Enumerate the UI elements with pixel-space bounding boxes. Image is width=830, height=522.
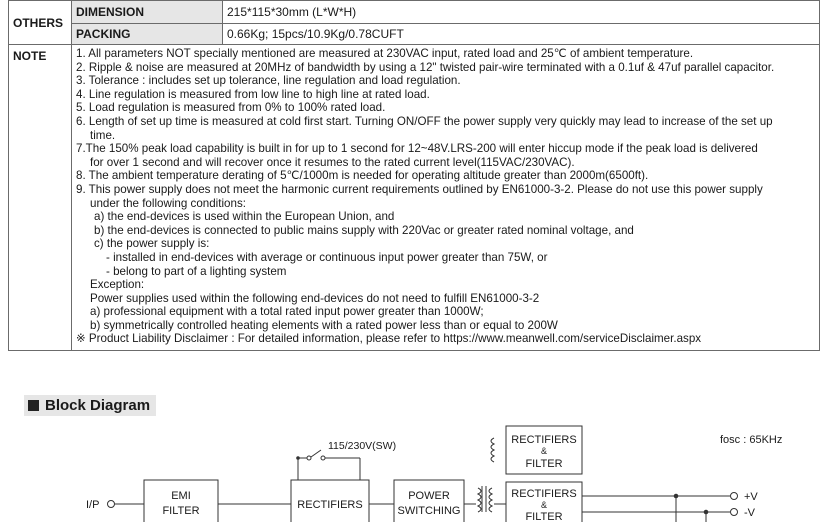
note-line: 3. Tolerance : includes set up tolerance, line regulation and load regulation. xyxy=(76,74,461,88)
aux-rectifiers-label: FILTER xyxy=(525,458,563,470)
block-diagram-title: Block Diagram xyxy=(45,397,151,414)
junction-dot xyxy=(674,494,679,499)
rectifiers-label: RECTIFIERS xyxy=(297,499,363,511)
note-line: 8. The ambient temperature derating of 5℃/1000m is needed for operating altitude greater than 2000m(6500ft). xyxy=(76,169,649,183)
note-line: Exception: xyxy=(90,278,145,292)
input-terminal xyxy=(108,501,115,508)
aux-rectifiers-label: & xyxy=(540,446,548,456)
others-section-label: OTHERS xyxy=(9,1,72,45)
note-line: c) the power supply is: xyxy=(94,237,210,251)
dimension-value: 215*115*30mm (L*W*H) xyxy=(223,1,820,24)
main-rectifiers-label: FILTER xyxy=(525,511,563,522)
note-line: for over 1 second and will recover once it resumes to the rated current level(115VAC/230VAC). xyxy=(90,155,575,169)
main-rectifiers-label: RECTIFIERS xyxy=(511,488,577,500)
switch-label: 115/230V(SW) xyxy=(328,440,397,452)
note-line: - installed in end-devices with average or continuous input power greater than 75W, or xyxy=(106,250,548,264)
output-positive-terminal xyxy=(731,493,738,500)
note-line: under the following conditions: xyxy=(90,196,246,210)
note-line: b) symmetrically controlled heating elements with a rated power less than or equal to 200W xyxy=(90,318,558,332)
switch-contact xyxy=(321,456,325,460)
disclaimer-line: ※ Product Liability Disclaimer : For detailed information, please refer to https://www.meanwell.com/serviceDisclaimer.aspx xyxy=(76,332,702,346)
junction-dot xyxy=(704,510,709,515)
note-line: b) the end-devices is connected to public mains supply with 220Vac or greater rated nominal voltage, and xyxy=(94,223,634,237)
note-section-label: NOTE xyxy=(9,45,72,351)
emi-filter-label: EMI xyxy=(171,490,191,502)
note-line: Power supplies used within the following end-devices do not need to fulfill EN61000-3-2 xyxy=(90,291,540,305)
main-rectifiers-label: & xyxy=(540,500,548,510)
aux-rectifiers-label: RECTIFIERS xyxy=(511,434,577,446)
switch-contact xyxy=(307,456,311,460)
note-line: time. xyxy=(90,128,116,142)
square-bullet-icon xyxy=(28,400,39,411)
voltage-select-switch xyxy=(311,450,321,457)
aux-transformer-coil xyxy=(491,438,494,462)
packing-value: 0.66Kg; 15pcs/10.9Kg/0.78CUFT xyxy=(223,24,820,45)
note-line: 4. Line regulation is measured from low line to high line at rated load. xyxy=(76,87,430,101)
note-line: - belong to part of a lighting system xyxy=(106,264,287,278)
note-line: 7.The 150% peak load capability is built in for up to 1 second for 12~48V.LRS-200 will enter hiccup mode if the peak load is delivered xyxy=(76,142,758,156)
power-switching-label: POWER xyxy=(408,490,450,502)
note-line: 1. All parameters NOT specially mentioned are measured at 230VAC input, rated load and 25℃ of ambient temperature. xyxy=(76,47,694,60)
block-diagram-heading xyxy=(24,395,156,416)
note-line: a) the end-devices is used within the European Union, and xyxy=(94,210,395,224)
junction-dot xyxy=(296,456,300,460)
spec-table xyxy=(8,0,820,351)
transformer-primary-coil xyxy=(478,488,481,512)
note-line: 9. This power supply does not meet the harmonic current requirements outlined by EN61000-3-2. Please do not use this power supply xyxy=(76,182,763,196)
output-negative-terminal xyxy=(731,509,738,516)
note-line: 6. Length of set up time is measured at cold first start. Turning ON/OFF the power supply very quickly may lead to increase of the set up xyxy=(76,114,773,128)
block-diagram xyxy=(0,420,830,522)
output-negative-label: -V xyxy=(744,507,755,519)
note-line: a) professional equipment with a total rated input power greater than 1000W; xyxy=(90,305,484,319)
packing-label: PACKING xyxy=(72,24,223,45)
power-switching-label: SWITCHING xyxy=(397,505,461,517)
dimension-label: DIMENSION xyxy=(72,1,223,24)
note-line: 2. Ripple & noise are measured at 20MHz of bandwidth by using a 12" twisted pair-wire terminated with a 0.1uf & 47uf parallel capacitor. xyxy=(76,60,775,74)
transformer-secondary-coil xyxy=(489,488,492,512)
notes-list xyxy=(72,45,820,351)
output-positive-label: +V xyxy=(744,491,758,503)
fosc-label: fosc : 65KHz xyxy=(720,434,783,446)
input-label: I/P xyxy=(86,499,100,511)
note-line: 5. Load regulation is measured from 0% to 100% rated load. xyxy=(76,101,386,115)
emi-filter-label: FILTER xyxy=(162,505,200,517)
